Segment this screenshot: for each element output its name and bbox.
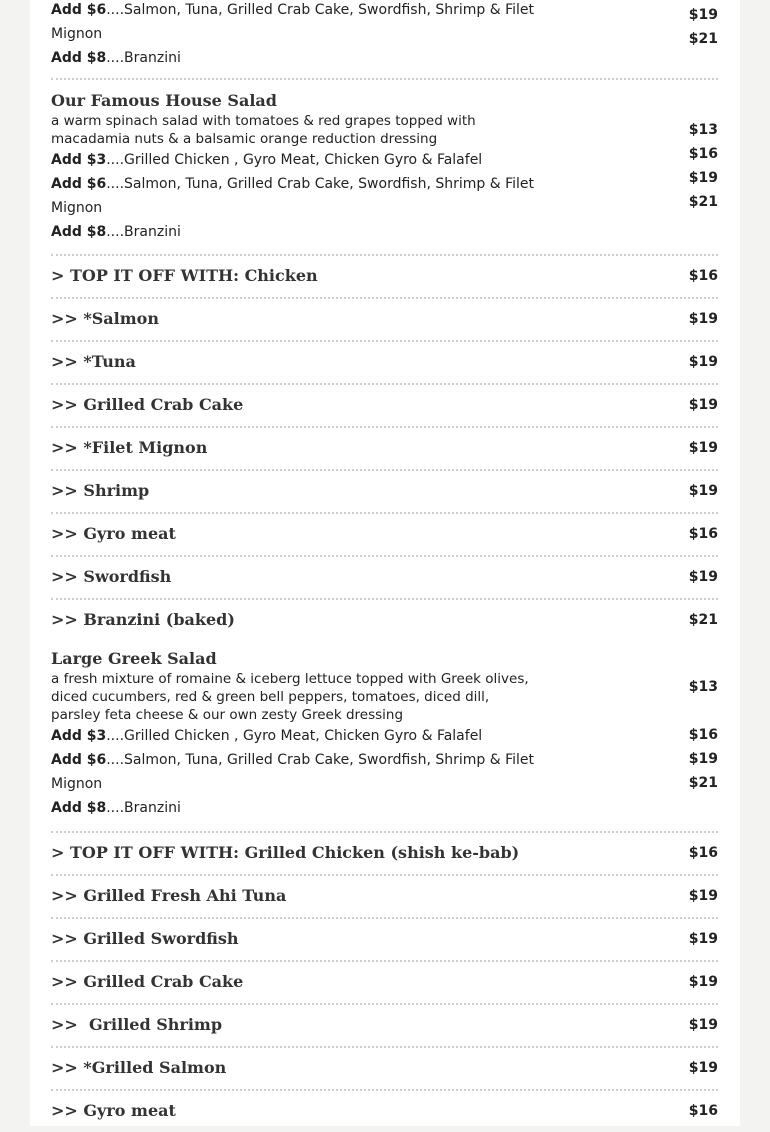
topping-price: $21 <box>688 612 718 628</box>
topping-price: $16 <box>688 845 718 861</box>
topping-row <box>51 1005 718 1046</box>
add-eight-items: ....Branzini <box>106 50 181 66</box>
greek-salad-title: Large Greek Salad <box>51 649 217 668</box>
topping-price: $19 <box>688 888 718 904</box>
topping-name: > TOP IT OFF WITH: Grilled Chicken (shish ke-bab) <box>51 843 520 862</box>
add-eight-label: Add $8 <box>51 224 107 240</box>
desc-line: parsley feta cheese & our own zesty Greek dressing <box>51 707 404 723</box>
topping-name: >> Shrimp <box>51 481 150 500</box>
topping-price: $19 <box>688 1017 718 1033</box>
house-salad-prices <box>689 118 718 214</box>
price: $19 <box>688 7 718 23</box>
add-six-items: ....Salmon, Tuna, Grilled Crab Cake, Swordfish, Shrimp & Filet <box>106 176 535 192</box>
topping-price: $19 <box>688 1060 718 1076</box>
topping-name: >> Gyro meat <box>51 1101 176 1120</box>
topping-row <box>51 600 718 641</box>
add-three-line <box>51 148 482 172</box>
topping-row <box>51 514 718 555</box>
add-six-line <box>51 748 534 796</box>
price: $13 <box>688 679 718 695</box>
topping-row <box>51 428 718 469</box>
topping-name: >> Grilled Crab Cake <box>51 972 244 991</box>
top-addons-block <box>51 0 718 78</box>
add-three-label: Add $3 <box>51 728 107 744</box>
topping-price: $16 <box>688 1103 718 1119</box>
add-six-continuation: Mignon <box>51 200 103 216</box>
price: $21 <box>688 31 718 47</box>
topping-name: >> Swordfish <box>51 567 172 586</box>
topping-name: >> *Grilled Salmon <box>51 1058 227 1077</box>
greek-salad-block <box>51 641 718 831</box>
topping-name: >> Grilled Fresh Ahi Tuna <box>51 886 287 905</box>
house-salad-title: Our Famous House Salad <box>51 91 277 110</box>
topping-row <box>51 876 718 917</box>
add-three-line <box>51 724 482 748</box>
add-six-items: ....Salmon, Tuna, Grilled Crab Cake, Swordfish, Shrimp & Filet <box>106 2 535 18</box>
add-six-continuation: Mignon <box>51 776 103 792</box>
add-eight-items: ....Branzini <box>106 224 181 240</box>
add-three-items: ....Grilled Chicken , Gyro Meat, Chicken Gyro & Falafel <box>106 728 483 744</box>
price: $13 <box>688 122 718 138</box>
topping-price: $19 <box>688 483 718 499</box>
price: $19 <box>688 751 718 767</box>
add-eight-label: Add $8 <box>51 800 107 816</box>
topping-row <box>51 1048 718 1089</box>
topping-price: $19 <box>688 931 718 947</box>
add-three-label: Add $3 <box>51 152 107 168</box>
add-six-items: ....Salmon, Tuna, Grilled Crab Cake, Swordfish, Shrimp & Filet <box>106 752 535 768</box>
topping-row <box>51 962 718 1003</box>
menu-content <box>51 0 718 1132</box>
add-six-label: Add $6 <box>51 752 107 768</box>
topping-price: $19 <box>688 354 718 370</box>
topping-price: $16 <box>688 268 718 284</box>
price: $16 <box>688 146 718 162</box>
add-six-line <box>51 0 534 46</box>
topping-name: >> Grilled Shrimp <box>51 1015 223 1034</box>
add-six-label: Add $6 <box>51 2 107 18</box>
add-eight-line <box>51 796 181 820</box>
price: $21 <box>688 194 718 210</box>
topping-row <box>51 256 718 297</box>
topping-row <box>51 385 718 426</box>
add-eight-items: ....Branzini <box>106 800 181 816</box>
add-three-items: ....Grilled Chicken , Gyro Meat, Chicken Gyro & Falafel <box>106 152 483 168</box>
topping-row <box>51 557 718 598</box>
topping-price: $19 <box>688 311 718 327</box>
house-salad-description <box>51 112 476 148</box>
topping-name: >> Grilled Swordfish <box>51 929 239 948</box>
desc-line: a fresh mixture of romaine & iceberg lettuce topped with Greek olives, <box>51 671 529 687</box>
greek-salad-description <box>51 670 529 724</box>
topping-row <box>51 833 718 874</box>
topping-price: $19 <box>688 974 718 990</box>
add-six-label: Add $6 <box>51 176 107 192</box>
desc-line: macadamia nuts & a balsamic orange reduction dressing <box>51 131 438 147</box>
topping-name: > TOP IT OFF WITH: Chicken <box>51 266 318 285</box>
topping-name: >> *Tuna <box>51 352 136 371</box>
topping-name: >> Branzini (baked) <box>51 610 235 629</box>
topping-name: >> Gyro meat <box>51 524 176 543</box>
price: $16 <box>688 727 718 743</box>
topping-name: >> *Filet Mignon <box>51 438 208 457</box>
add-six-line <box>51 172 534 220</box>
topping-name: >> *Salmon <box>51 309 159 328</box>
top-prices <box>689 3 718 51</box>
add-eight-label: Add $8 <box>51 50 107 66</box>
topping-price: $19 <box>688 440 718 456</box>
desc-line: diced cucumbers, red & green bell peppers, tomatoes, diced dill, <box>51 689 490 705</box>
add-six-continuation: Mignon <box>51 26 103 42</box>
greek-salad-prices <box>689 675 718 795</box>
topping-price: $19 <box>688 569 718 585</box>
add-eight-line <box>51 220 181 244</box>
topping-price: $19 <box>688 397 718 413</box>
price: $19 <box>688 170 718 186</box>
topping-name: >> Grilled Crab Cake <box>51 395 244 414</box>
menu-page <box>30 0 740 1126</box>
add-eight-line <box>51 46 181 70</box>
topping-row <box>51 471 718 512</box>
house-salad-block <box>51 80 718 254</box>
price: $21 <box>688 775 718 791</box>
topping-row <box>51 919 718 960</box>
topping-row <box>51 342 718 383</box>
topping-row <box>51 299 718 340</box>
desc-line: a warm spinach salad with tomatoes & red grapes topped with <box>51 113 476 129</box>
topping-price: $16 <box>688 526 718 542</box>
